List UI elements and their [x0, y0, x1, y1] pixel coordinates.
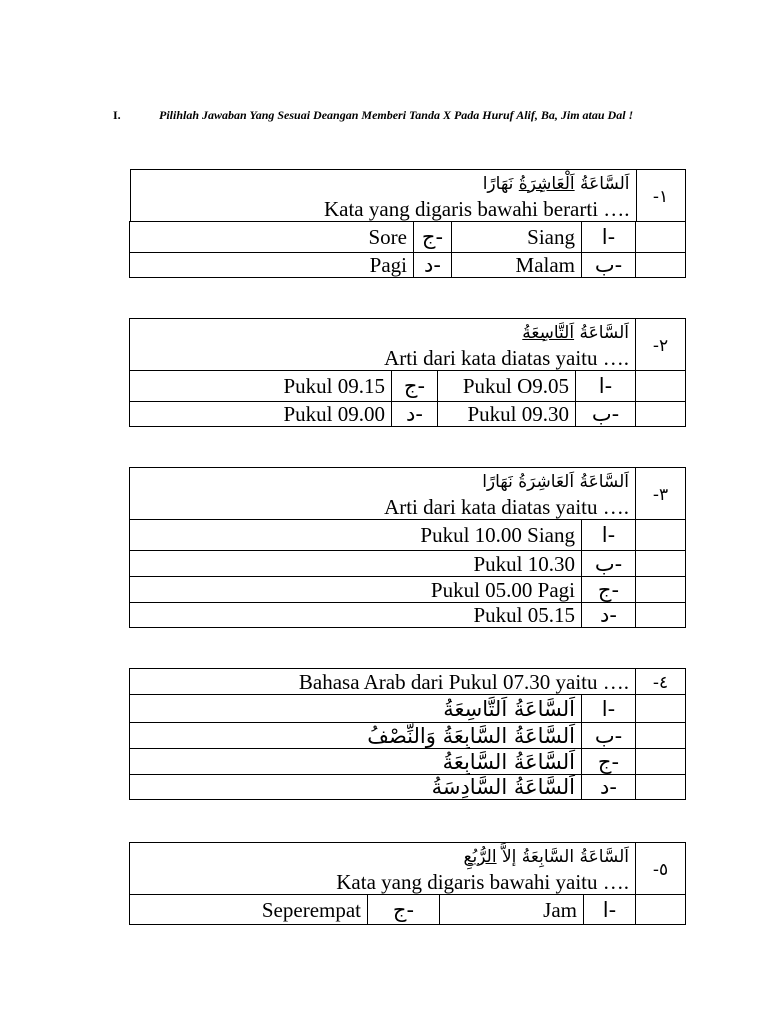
option-jim-text: Pukul 09.15: [130, 371, 392, 402]
option-ba-label[interactable]: ب-: [582, 723, 636, 749]
question-5-arabic-underlined: الرُّبُعِ: [463, 846, 497, 867]
question-1-number: ١-: [652, 186, 669, 207]
blank-cell: [636, 603, 686, 628]
blank-cell: [636, 749, 686, 775]
question-3: [129, 467, 686, 628]
option-alif-label[interactable]: ا-: [584, 895, 636, 925]
question-5-number: ٥-: [652, 859, 669, 880]
option-ba-text: Pukul 10.30: [130, 551, 582, 577]
blank-cell: [636, 695, 686, 723]
option-jim-text: Seperempat: [130, 895, 368, 925]
option-ba-text: اَلسَّاعَةُ السَّابِعَةُ وَالنِّصْفُ: [130, 723, 582, 749]
blank-cell: [636, 577, 686, 603]
question-5-number-cell: [636, 843, 686, 895]
question-2-number: ٢-: [652, 335, 669, 356]
question-2-number-cell: [636, 319, 686, 371]
option-alif-label[interactable]: ا-: [582, 520, 636, 551]
question-5-prompt: Kata yang digaris bawahi yaitu ….: [336, 869, 629, 894]
option-dal-text: Pukul 05.15: [130, 603, 582, 628]
question-1-prompt: Kata yang digaris bawahi berarti ….: [323, 196, 630, 221]
option-dal-label[interactable]: د-: [582, 775, 636, 800]
question-3-number-cell: [636, 468, 686, 520]
question-1-number-cell: [636, 170, 685, 222]
option-ba-text: Malam: [452, 253, 582, 278]
option-dal-label[interactable]: د-: [392, 402, 438, 427]
option-alif-label[interactable]: ا-: [576, 371, 636, 402]
question-1-stem: [130, 170, 636, 222]
option-dal-label[interactable]: د-: [414, 253, 452, 278]
question-3-prompt: Arti dari kata diatas yaitu ….: [384, 494, 629, 519]
option-ba-label[interactable]: ب-: [576, 402, 636, 427]
question-3-stem: [130, 468, 636, 520]
question-1-arabic-post: نَهَارًا: [482, 173, 519, 194]
blank-cell: [636, 895, 686, 925]
option-jim-label[interactable]: ج-: [392, 371, 438, 402]
question-5: [129, 842, 686, 925]
question-2: [129, 318, 686, 427]
option-alif-text: Pukul 10.00 Siang: [130, 520, 582, 551]
question-1-arabic-underlined: اَلْعَاشِرَةُ: [518, 173, 575, 194]
question-5-arabic-pre: اَلسَّاعَةُ السَّابِعَةُ إلاَّ: [496, 846, 629, 867]
option-ba-text: Pukul 09.30: [438, 402, 576, 427]
option-dal-text: Pagi: [130, 253, 414, 278]
option-alif-label[interactable]: ا-: [582, 695, 636, 723]
instruction-number: I.: [113, 108, 121, 122]
question-3-arabic: اَلسَّاعَةُ اَلعَاشِرَةُ نَهَارًا: [482, 471, 629, 492]
option-jim-label[interactable]: ج-: [368, 895, 440, 925]
option-jim-text: Pukul 05.00 Pagi: [130, 577, 582, 603]
option-jim-text: اَلسَّاعَةُ السَّابِعَةُ: [130, 749, 582, 775]
option-ba-label[interactable]: ب-: [582, 253, 636, 278]
question-5-stem: [130, 843, 636, 895]
blank-cell: [636, 253, 686, 278]
blank-cell: [636, 520, 686, 551]
question-2-prompt: Arti dari kata diatas yaitu ….: [384, 345, 629, 370]
blank-cell: [636, 222, 686, 253]
question-1: [129, 169, 686, 278]
question-4-prompt: Bahasa Arab dari Pukul 07.30 yaitu ….: [130, 669, 636, 695]
question-2-arabic-underlined: اَلتَّاسِعَةُ: [522, 322, 575, 343]
option-alif-text: Jam: [440, 895, 584, 925]
question-2-arabic: [136, 320, 629, 346]
option-jim-label[interactable]: ج-: [582, 577, 636, 603]
option-alif-text: Pukul O9.05: [438, 371, 576, 402]
option-alif-label[interactable]: ا-: [582, 222, 636, 253]
question-4: [129, 668, 686, 800]
option-ba-label[interactable]: ب-: [582, 551, 636, 577]
option-alif-text: اَلسَّاعَةُ اَلتَّاسِعَةُ: [130, 695, 582, 723]
option-jim-label[interactable]: ج-: [414, 222, 452, 253]
question-1-arabic-pre: اَلسَّاعَةُ: [574, 173, 630, 194]
option-jim-text: Sore: [130, 222, 414, 253]
question-4-number-cell: [636, 669, 686, 695]
blank-cell: [636, 402, 686, 427]
option-dal-label[interactable]: د-: [582, 603, 636, 628]
instruction-text: Pilihlah Jawaban Yang Sesuai Deangan Memberi Tanda X Pada Huruf Alif, Ba, Jim atau Dal !: [159, 108, 634, 122]
question-3-number: ٣-: [652, 484, 669, 505]
question-2-stem: [130, 319, 636, 371]
option-dal-text: اَلسَّاعَةُ السَّادِسَةُ: [130, 775, 582, 800]
option-alif-text: Siang: [452, 222, 582, 253]
option-jim-label[interactable]: ج-: [582, 749, 636, 775]
blank-cell: [636, 775, 686, 800]
question-1-arabic: [137, 171, 630, 197]
blank-cell: [636, 371, 686, 402]
question-2-arabic-pre: اَلسَّاعَةُ: [574, 322, 629, 343]
blank-cell: [636, 551, 686, 577]
blank-cell: [636, 723, 686, 749]
question-5-arabic: [136, 844, 629, 870]
question-4-number: ٤-: [652, 672, 669, 693]
option-dal-text: Pukul 09.00: [130, 402, 392, 427]
